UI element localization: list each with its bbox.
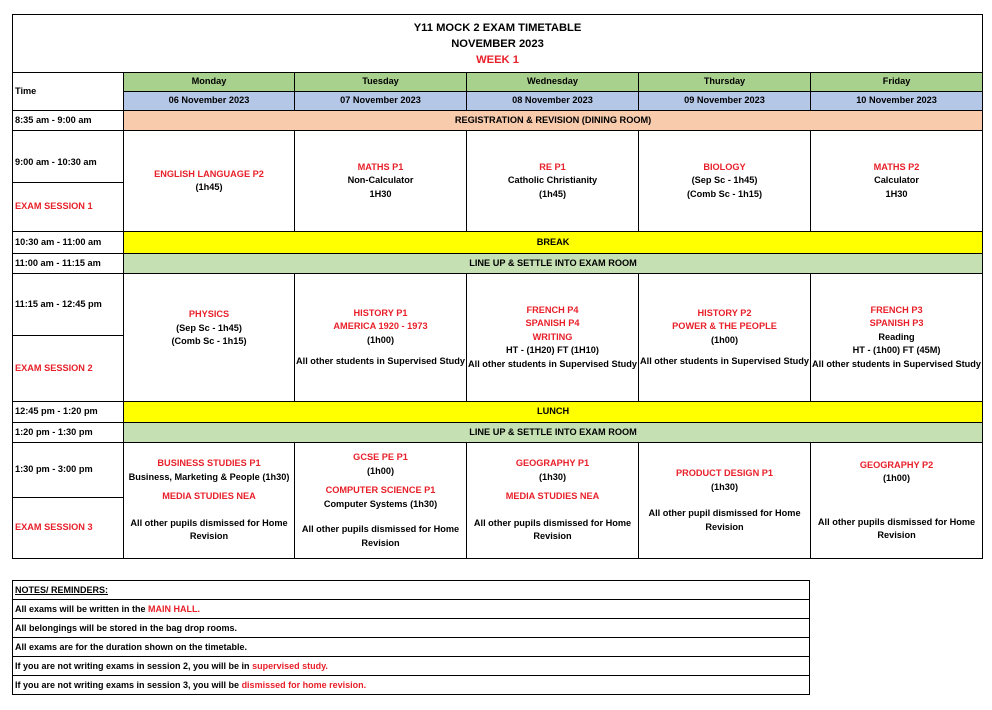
exam-subject: PRODUCT DESIGN P1 [676,468,773,478]
exam-cell [811,274,983,402]
exam-details: (1h00) [366,465,395,476]
lineup-banner: LINE UP & SETTLE INTO EXAM ROOM [124,254,983,274]
exam-note: All other pupils dismissed for Home Revision [817,516,976,540]
exam-subject: ENGLISH LANGUAGE P2 [154,168,264,179]
lunch-banner: LUNCH [124,402,983,423]
exam-note: All other students in Supervised Study [812,358,982,369]
exam-cell [639,443,811,559]
date-header: 07 November 2023 [295,92,467,111]
day-header: Tuesday [295,73,467,92]
date-header: 08 November 2023 [467,92,639,111]
exam-subject: MATHS P2 [873,161,920,172]
exam-cell [811,131,983,232]
timetable-week: WEEK 1 [476,54,519,66]
exam-note [124,349,294,367]
exam-cell [467,443,639,559]
note-row [13,657,810,676]
note-text: All belongings will be stored in the bag drop rooms. [15,623,238,633]
time-slot: 1:20 pm - 1:30 pm [13,423,124,443]
notes-table [12,580,810,695]
exam-subject-2: MEDIA STUDIES NEA [505,491,600,502]
exam-subject: GEOGRAPHY P2 [859,459,934,470]
session-label-text: EXAM SESSION 3 [15,522,93,533]
exam-cell [639,274,811,402]
exam-details: (1h30) [538,471,567,482]
exam-note: All other pupils dismissed for Home Revision [473,517,632,542]
break-banner: BREAK [124,232,983,254]
day-header: Thursday [639,73,811,92]
time-slot: 11:15 am - 12:45 pm [13,274,124,336]
exam-details: (Sep Sc - 1h45) (Comb Sc - 1h15) [686,175,763,199]
exam-subject-2: MEDIA STUDIES NEA [162,491,256,502]
time-slot: 11:00 am - 11:15 am [13,254,124,274]
exam-cell [124,131,295,232]
note-row [13,619,810,638]
exam-details: (Sep Sc - 1h45) (Comb Sc - 1h15) [171,322,247,347]
exam-subject: HISTORY P1 AMERICA 1920 - 1973 [333,307,428,331]
exam-note: All other pupil dismissed for Home Revision [648,508,801,532]
exam-cell [295,274,467,402]
exam-subject: GCSE PE P1 [353,452,408,462]
exam-details: Catholic Christianity (1h45) [507,175,598,199]
exam-note: All other pupils dismissed for Home Revision [301,524,460,548]
day-header: Wednesday [467,73,639,92]
exam-details: (1h00) [883,473,911,483]
time-slot: 1:30 pm - 3:00 pm [13,443,124,498]
date-header: 10 November 2023 [811,92,983,111]
note-text: If you are not writing exams in session 2, you will be in [15,661,253,671]
exam-details: HT - (1H20) FT (1H10) [506,345,599,356]
session-label [13,336,124,402]
note-highlight: dismissed for home revision. [241,680,367,690]
exam-subject: HISTORY P2 POWER & THE PEOPLE [672,307,777,331]
exam-note: All other students in Supervised Study [640,356,809,366]
note-highlight: supervised study. [252,661,328,671]
session-label-text: EXAM SESSION 2 [15,362,93,373]
exam-timetable [12,14,983,559]
exam-cell [811,443,983,559]
timetable-month: NOVEMBER 2023 [451,38,544,50]
exam-subject: RE P1 [539,161,566,172]
session-label-text: EXAM SESSION 1 [15,201,93,212]
note-text: If you are not writing exams in session 3, you will be [15,680,242,690]
exam-details: (1h00) [366,334,395,345]
exam-subject: PHYSICS [188,309,230,320]
lineup-banner: LINE UP & SETTLE INTO EXAM ROOM [124,423,983,443]
exam-details: (1h45) [195,182,223,192]
exam-details: Calculator 1H30 [874,175,919,199]
exam-subject: FRENCH P3 SPANISH P3 [869,304,924,329]
exam-cell [124,274,295,402]
exam-subject: GEOGRAPHY P1 [515,458,590,469]
note-row [13,676,810,695]
exam-note: All other pupils dismissed for Home Revision [130,517,288,542]
exam-subject: FRENCH P4 SPANISH P4 WRITING [525,304,580,342]
day-header: Friday [811,73,983,92]
date-header: 06 November 2023 [124,92,295,111]
exam-details: Non-Calculator 1H30 [347,175,414,199]
exam-cell [639,131,811,232]
exam-subject-2: COMPUTER SCIENCE P1 [325,485,436,495]
exam-note: All other students in Supervised Study [296,356,465,366]
notes-heading: NOTES/ REMINDERS: [13,581,810,600]
exam-details: (1h00) [710,334,739,345]
exam-details-2: Computer Systems (1h30) [323,498,438,509]
session-label [13,183,124,232]
exam-cell [295,131,467,232]
time-column-header: Time [13,73,124,111]
timetable-header [13,15,983,73]
note-row [13,600,810,619]
note-highlight: MAIN HALL. [148,604,201,614]
note-row [13,638,810,657]
note-text: All exams will be written in the [15,604,149,614]
session-label [13,498,124,559]
exam-details: (1h30) [710,481,739,492]
exam-details: Business, Marketing & People (1h30) [128,471,290,482]
time-slot: 10:30 am - 11:00 am [13,232,124,254]
note-text: All exams are for the duration shown on the timetable. [15,642,248,652]
date-header: 09 November 2023 [639,92,811,111]
exam-cell [295,443,467,559]
exam-subject: MATHS P1 [357,161,404,172]
exam-cell [467,274,639,402]
registration-banner: REGISTRATION & REVISION (DINING ROOM) [124,111,983,131]
exam-note: All other students in Supervised Study [468,358,637,369]
time-slot: 9:00 am - 10:30 am [13,131,124,183]
timetable-title: Y11 MOCK 2 EXAM TIMETABLE [413,22,582,34]
exam-details: Reading HT - (1h00) FT (45M) [852,331,941,356]
exam-subject: BUSINESS STUDIES P1 [157,458,261,469]
exam-cell [124,443,295,559]
exam-subject: BIOLOGY [703,161,746,172]
exam-cell [467,131,639,232]
time-slot: 8:35 am - 9:00 am [13,111,124,131]
time-slot: 12:45 pm - 1:20 pm [13,402,124,423]
day-header: Monday [124,73,295,92]
